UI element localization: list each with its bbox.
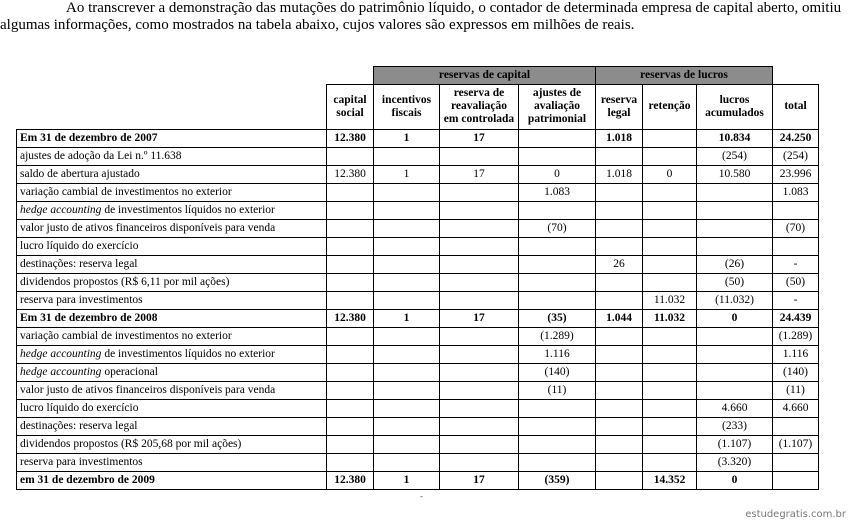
cell-value: 0: [519, 165, 596, 183]
cell-value: [519, 435, 596, 453]
cell-value: [440, 147, 519, 165]
cell-value: [519, 147, 596, 165]
cell-value: [374, 219, 440, 237]
cell-value: (359): [519, 471, 596, 489]
group-header-row: [17, 67, 819, 85]
table-row: [17, 453, 819, 471]
cell-value: 0: [643, 165, 697, 183]
cell-value: [327, 417, 374, 435]
cell-value: [596, 399, 643, 417]
intro-line-1: Ao transcrever a demonstração das mutações do patrimônio líquido, o contador de determinada empresa de capital aberto, omitiu: [66, 0, 842, 16]
cell-value: [773, 237, 819, 255]
cell-value: [327, 327, 374, 345]
cell-value: 0: [697, 471, 773, 489]
row-label-italic: hedge accounting: [20, 204, 102, 216]
row-label: [17, 363, 327, 381]
column-header-row: [17, 84, 819, 129]
cell-value: -: [773, 255, 819, 273]
cell-value: [440, 435, 519, 453]
cell-value: [596, 435, 643, 453]
cell-value: [643, 147, 697, 165]
row-label: destinações: reserva legal: [17, 417, 327, 435]
cell-value: [374, 435, 440, 453]
cell-value: [374, 399, 440, 417]
cell-value: [697, 183, 773, 201]
cell-value: [327, 255, 374, 273]
cell-value: [773, 201, 819, 219]
cell-value: 1.044: [596, 309, 643, 327]
col-reserva-reavaliacao: reserva de reavaliação em controlada: [440, 84, 519, 129]
cell-value: [643, 219, 697, 237]
cell-value: [374, 363, 440, 381]
cell-value: [596, 183, 643, 201]
cell-value: 0: [697, 309, 773, 327]
cell-value: [697, 237, 773, 255]
row-label-italic: hedge accounting: [20, 348, 102, 360]
cell-value: 24.439: [773, 309, 819, 327]
cell-value: (254): [697, 147, 773, 165]
cell-value: [327, 183, 374, 201]
cell-value: [440, 363, 519, 381]
table-row: [17, 399, 819, 417]
col-total: total: [773, 84, 819, 129]
cell-value: [440, 381, 519, 399]
cell-value: [773, 471, 819, 489]
row-label: lucro líquido do exercício: [17, 399, 327, 417]
cell-value: [440, 201, 519, 219]
cell-value: [374, 327, 440, 345]
cell-value: (50): [697, 273, 773, 291]
cell-value: [327, 381, 374, 399]
cell-value: [596, 201, 643, 219]
cell-value: [374, 273, 440, 291]
row-label: lucro líquido do exercício: [17, 237, 327, 255]
cell-value: [440, 291, 519, 309]
row-label: variação cambial de investimentos no exterior: [17, 183, 327, 201]
cell-value: [596, 273, 643, 291]
cell-value: [596, 147, 643, 165]
cell-value: [643, 453, 697, 471]
cell-value: [596, 381, 643, 399]
cell-value: [596, 453, 643, 471]
row-label: em 31 de dezembro de 2009: [17, 471, 327, 489]
cell-value: [440, 327, 519, 345]
cell-value: [697, 219, 773, 237]
table-row: [17, 471, 819, 489]
cell-value: [519, 237, 596, 255]
table-row: [17, 363, 819, 381]
cell-value: [519, 291, 596, 309]
table-row: [17, 255, 819, 273]
cell-value: 1.116: [519, 345, 596, 363]
table-row: [17, 165, 819, 183]
cell-value: [327, 291, 374, 309]
cell-value: [697, 327, 773, 345]
cell-value: [596, 237, 643, 255]
cell-value: 12.380: [327, 165, 374, 183]
cell-value: 17: [440, 165, 519, 183]
cell-value: [374, 183, 440, 201]
cell-value: [327, 201, 374, 219]
cell-value: [440, 417, 519, 435]
col-lucros-acumulados: lucros acumulados: [697, 84, 773, 129]
cell-value: 12.380: [327, 471, 374, 489]
row-label: Em 31 de dezembro de 2007: [17, 129, 327, 147]
cell-value: [440, 453, 519, 471]
table-row: [17, 237, 819, 255]
cell-value: [440, 273, 519, 291]
table-row: [17, 435, 819, 453]
row-label: destinações: reserva legal: [17, 255, 327, 273]
cell-value: 11.032: [643, 291, 697, 309]
cell-value: [596, 219, 643, 237]
cell-value: [327, 399, 374, 417]
cell-value: [697, 363, 773, 381]
cell-value: 10.834: [697, 129, 773, 147]
cell-value: (3.320): [697, 453, 773, 471]
cell-value: [519, 453, 596, 471]
cell-value: [327, 147, 374, 165]
cell-value: 14.352: [643, 471, 697, 489]
cell-value: (11): [519, 381, 596, 399]
cell-value: [440, 219, 519, 237]
cell-value: (70): [519, 219, 596, 237]
cell-value: 4.660: [697, 399, 773, 417]
cell-value: [374, 453, 440, 471]
cell-value: (1.107): [773, 435, 819, 453]
cell-value: [643, 435, 697, 453]
cell-value: (233): [697, 417, 773, 435]
table-row: [17, 327, 819, 345]
cell-value: -: [773, 291, 819, 309]
cell-value: [643, 255, 697, 273]
cell-value: 4.660: [773, 399, 819, 417]
site-watermark: estudegratis.com.br: [745, 509, 846, 520]
table-row: [17, 273, 819, 291]
cell-value: 1.018: [596, 165, 643, 183]
cell-value: (1.107): [697, 435, 773, 453]
cell-value: [374, 255, 440, 273]
cell-value: [440, 255, 519, 273]
cell-value: [327, 453, 374, 471]
col-retencao: retenção: [643, 84, 697, 129]
cell-value: 17: [440, 309, 519, 327]
cell-value: 1: [374, 309, 440, 327]
table-row: [17, 147, 819, 165]
table-row: [17, 291, 819, 309]
table-row: [17, 309, 819, 327]
table-row: [17, 417, 819, 435]
stray-mark: -: [420, 491, 423, 501]
cell-value: (35): [519, 309, 596, 327]
row-label-rest: operacional: [101, 366, 158, 378]
cell-value: [643, 183, 697, 201]
cell-value: [440, 237, 519, 255]
cell-value: [643, 381, 697, 399]
cell-value: [643, 201, 697, 219]
row-label-italic: hedge accounting: [20, 366, 102, 378]
cell-value: [374, 201, 440, 219]
row-label: valor justo de ativos financeiros disponíveis para venda: [17, 219, 327, 237]
group-header-lucros: reservas de lucros: [596, 67, 773, 85]
cell-value: (11.032): [697, 291, 773, 309]
cell-value: [374, 345, 440, 363]
cell-value: [374, 417, 440, 435]
cell-value: (254): [773, 147, 819, 165]
cell-value: [327, 273, 374, 291]
cell-value: (70): [773, 219, 819, 237]
col-ajustes-avaliacao: ajustes de avaliação patrimonial: [519, 84, 596, 129]
cell-value: [374, 237, 440, 255]
cell-value: (140): [773, 363, 819, 381]
cell-value: [327, 219, 374, 237]
cell-value: 17: [440, 471, 519, 489]
row-label: dividendos propostos (R$ 6,11 por mil ações): [17, 273, 327, 291]
cell-value: 1: [374, 471, 440, 489]
intro-line-2: algumas informações, como mostrados na tabela abaixo, cujos valores são expressos em milhões de reais.: [0, 17, 635, 33]
cell-value: [327, 435, 374, 453]
group-header-capital: reservas de capital: [374, 67, 596, 85]
cell-value: [596, 363, 643, 381]
cell-value: 1.018: [596, 129, 643, 147]
cell-value: [374, 147, 440, 165]
cell-value: (140): [519, 363, 596, 381]
cell-value: [596, 471, 643, 489]
cell-value: 1.083: [519, 183, 596, 201]
row-label: variação cambial de investimentos no exterior: [17, 327, 327, 345]
cell-value: (50): [773, 273, 819, 291]
cell-value: [596, 345, 643, 363]
cell-value: 17: [440, 129, 519, 147]
cell-value: [440, 183, 519, 201]
cell-value: [327, 363, 374, 381]
row-label: [17, 345, 327, 363]
cell-value: [643, 273, 697, 291]
row-label-rest: de investimentos líquidos no exterior: [101, 204, 275, 216]
col-capital-social: capital social: [327, 84, 374, 129]
cell-value: [519, 417, 596, 435]
table-row: [17, 129, 819, 147]
row-label: reserva para investimentos: [17, 453, 327, 471]
cell-value: [519, 273, 596, 291]
cell-value: [327, 237, 374, 255]
cell-value: [643, 345, 697, 363]
cell-value: (1.289): [773, 327, 819, 345]
cell-value: 26: [596, 255, 643, 273]
row-label-rest: de investimentos líquidos no exterior: [101, 348, 275, 360]
cell-value: 1: [374, 129, 440, 147]
intro-text: [0, 0, 852, 34]
row-label: ajustes de adoção da Lei n.º 11.638: [17, 147, 327, 165]
equity-changes-table: [16, 66, 819, 490]
cell-value: [519, 255, 596, 273]
cell-value: 10.580: [697, 165, 773, 183]
cell-value: [596, 417, 643, 435]
cell-value: [519, 201, 596, 219]
cell-value: (26): [697, 255, 773, 273]
table-row: [17, 183, 819, 201]
table-row: [17, 219, 819, 237]
cell-value: [643, 129, 697, 147]
row-label: [17, 201, 327, 219]
cell-value: [440, 345, 519, 363]
table-body: [17, 129, 819, 489]
cell-value: [643, 237, 697, 255]
table-row: [17, 345, 819, 363]
cell-value: [596, 327, 643, 345]
cell-value: [697, 345, 773, 363]
row-label: Em 31 de dezembro de 2008: [17, 309, 327, 327]
cell-value: [697, 201, 773, 219]
cell-value: [440, 399, 519, 417]
cell-value: 1.083: [773, 183, 819, 201]
cell-value: [327, 345, 374, 363]
row-label: valor justo de ativos financeiros disponíveis para venda: [17, 381, 327, 399]
cell-value: [519, 399, 596, 417]
row-label: saldo de abertura ajustado: [17, 165, 327, 183]
cell-value: [374, 291, 440, 309]
cell-value: 24.250: [773, 129, 819, 147]
cell-value: [773, 417, 819, 435]
col-incentivos-fiscais: incentivos fiscais: [374, 84, 440, 129]
cell-value: [519, 129, 596, 147]
cell-value: [643, 363, 697, 381]
cell-value: [596, 291, 643, 309]
cell-value: (1.289): [519, 327, 596, 345]
cell-value: [643, 417, 697, 435]
cell-value: [643, 327, 697, 345]
cell-value: [374, 381, 440, 399]
cell-value: (11): [773, 381, 819, 399]
cell-value: 12.380: [327, 309, 374, 327]
cell-value: 11.032: [643, 309, 697, 327]
cell-value: 1.116: [773, 345, 819, 363]
col-reserva-legal: reserva legal: [596, 84, 643, 129]
cell-value: 1: [374, 165, 440, 183]
table-row: [17, 201, 819, 219]
cell-value: 12.380: [327, 129, 374, 147]
cell-value: [697, 381, 773, 399]
row-label: dividendos propostos (R$ 205,68 por mil ações): [17, 435, 327, 453]
cell-value: 23.996: [773, 165, 819, 183]
cell-value: [773, 453, 819, 471]
table-row: [17, 381, 819, 399]
cell-value: [643, 399, 697, 417]
row-label: reserva para investimentos: [17, 291, 327, 309]
